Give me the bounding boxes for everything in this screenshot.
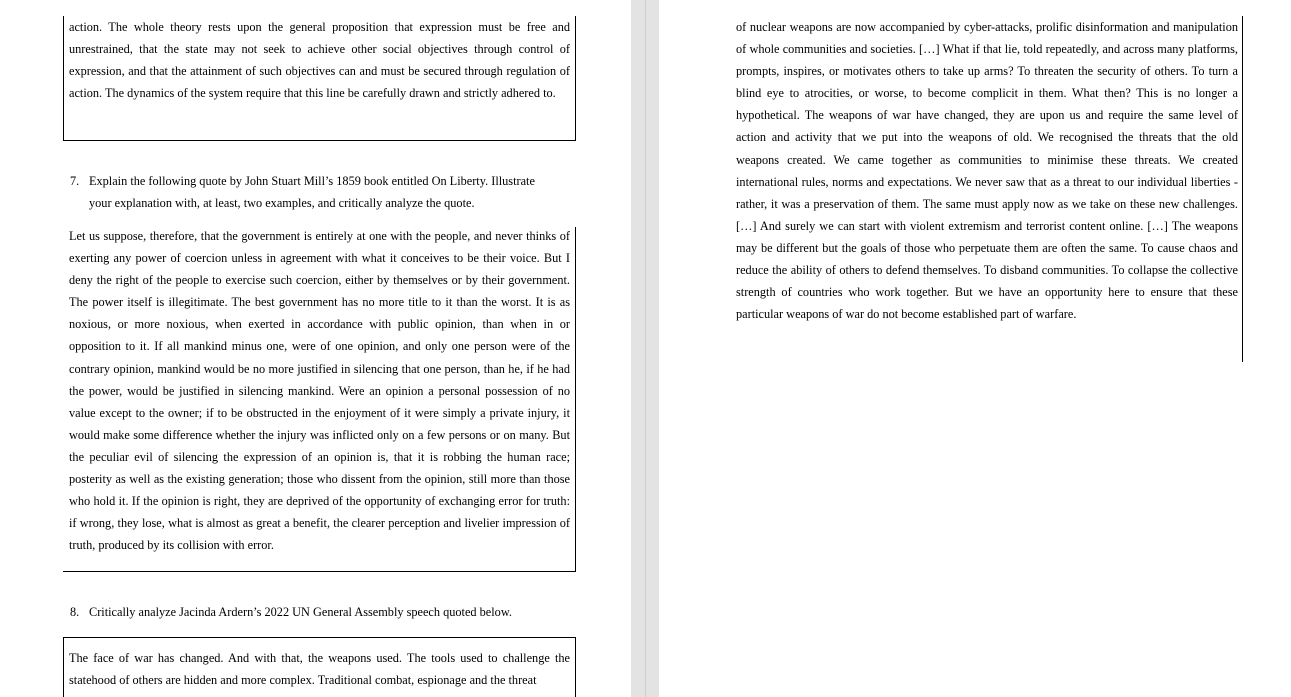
right-page [659, 0, 1291, 697]
previous-quote-text: action. The whole theory rests upon the general proposition that expression must be free and unrestrained, that the state may not seek to achieve other social objectives through control of expression, and that the attainment of such objectives can and must be secured through regulation of action. The dynamics of the system require that this line be carefully drawn and strictly adhered to. [69, 20, 570, 101]
ardern-quote-right-border [1242, 16, 1243, 362]
mill-quote-text: Let us suppose, therefore, that the government is entirely at one with the people, and never thinks of exerting any power of coercion unless in agreement with what it conceives to be their voice. But I deny the right of the people to exercise such coercion, either by themselves or by their government. The power itself is illegitimate. The best government has no more title to it than the worst. It is as noxious, or more noxious, when exerted in accordance with public opinion, than when in or opposition to it. If all mankind minus one, were of one opinion, and only one person were of the contrary opinion, mankind would be no more justified in silencing that one person, than he, if he had the power, would be justified in silencing mankind. Were an opinion a personal possession of no value except to the owner; if to be obstructed in the enjoyment of it were simply a private injury, it would make some difference whether the injury was inflicted only on a few persons or on many. But the peculiar evil of silencing the expression of an opinion is, that it is robbing the human race; posterity as well as the existing generation; those who dissent from the opinion, still more than those who hold it. If the opinion is right, they are deprived of the opportunity of exchanging error for truth: if wrong, they lose, what is almost as great a benefit, the clearer perception and livelier impression of truth, produced by its collision with error. [69, 229, 570, 553]
question-7-number: 7. [70, 174, 80, 188]
question-7-line-1: Explain the following quote by John Stuart Mill’s 1859 book entitled On Liberty. Illustrate [89, 174, 535, 188]
question-8 [70, 601, 580, 623]
ardern-quote-continued-text: of nuclear weapons are now accompanied by cyber-attacks, prolific disinformation and manipulation of whole communities and societies. […] What if that lie, told repeatedly, and across many platforms, prompts, inspires, or motivates others to take up arms? To threaten the security of others. To turn a blind eye to atrocities, or worse, to become complicit in them. What then? This is no longer a hypothetical. The weapons of war have changed, they are upon us and require the same level of action and activity that we put into the weapons of old. We recognised the threats that the old weapons created. We came together as communities to minimise these threats. We created international rules, norms and expectations. We never saw that as a threat to our individual liberties - rather, it was a preservation of them. The same must apply now as we take on these new challenges. […] And surely we can start with violent extremism and terrorist content online. […] The weapons may be different but the goals of those who perpetuate them are often the same. To cause chaos and reduce the ability of others to defend themselves. To disband communities. To collapse the collective strength of countries who work together. But we have an opportunity here to ensure that these particular weapons of war do not become established part of warfare. [736, 20, 1238, 322]
ardern-quote-start-text: The face of war has changed. And with that, the weapons used. The tools used to challenge the statehood of others are hidden and more complex. Traditional combat, espionage and the threat [69, 651, 570, 688]
question-7 [70, 170, 580, 214]
question-8-number: 8. [70, 605, 80, 619]
gutter-divider [645, 0, 646, 697]
question-8-text: Critically analyze Jacinda Ardern’s 2022 UN General Assembly speech quoted below. [89, 605, 512, 619]
question-7-line-2: your explanation with, at least, two examples, and critically analyze the quote. [89, 196, 475, 210]
previous-quote-box [63, 16, 576, 141]
mill-quote-bottom-border [63, 571, 576, 572]
left-page [0, 0, 631, 697]
mill-quote-right-border [575, 227, 576, 572]
ardern-quote-box [63, 637, 576, 697]
